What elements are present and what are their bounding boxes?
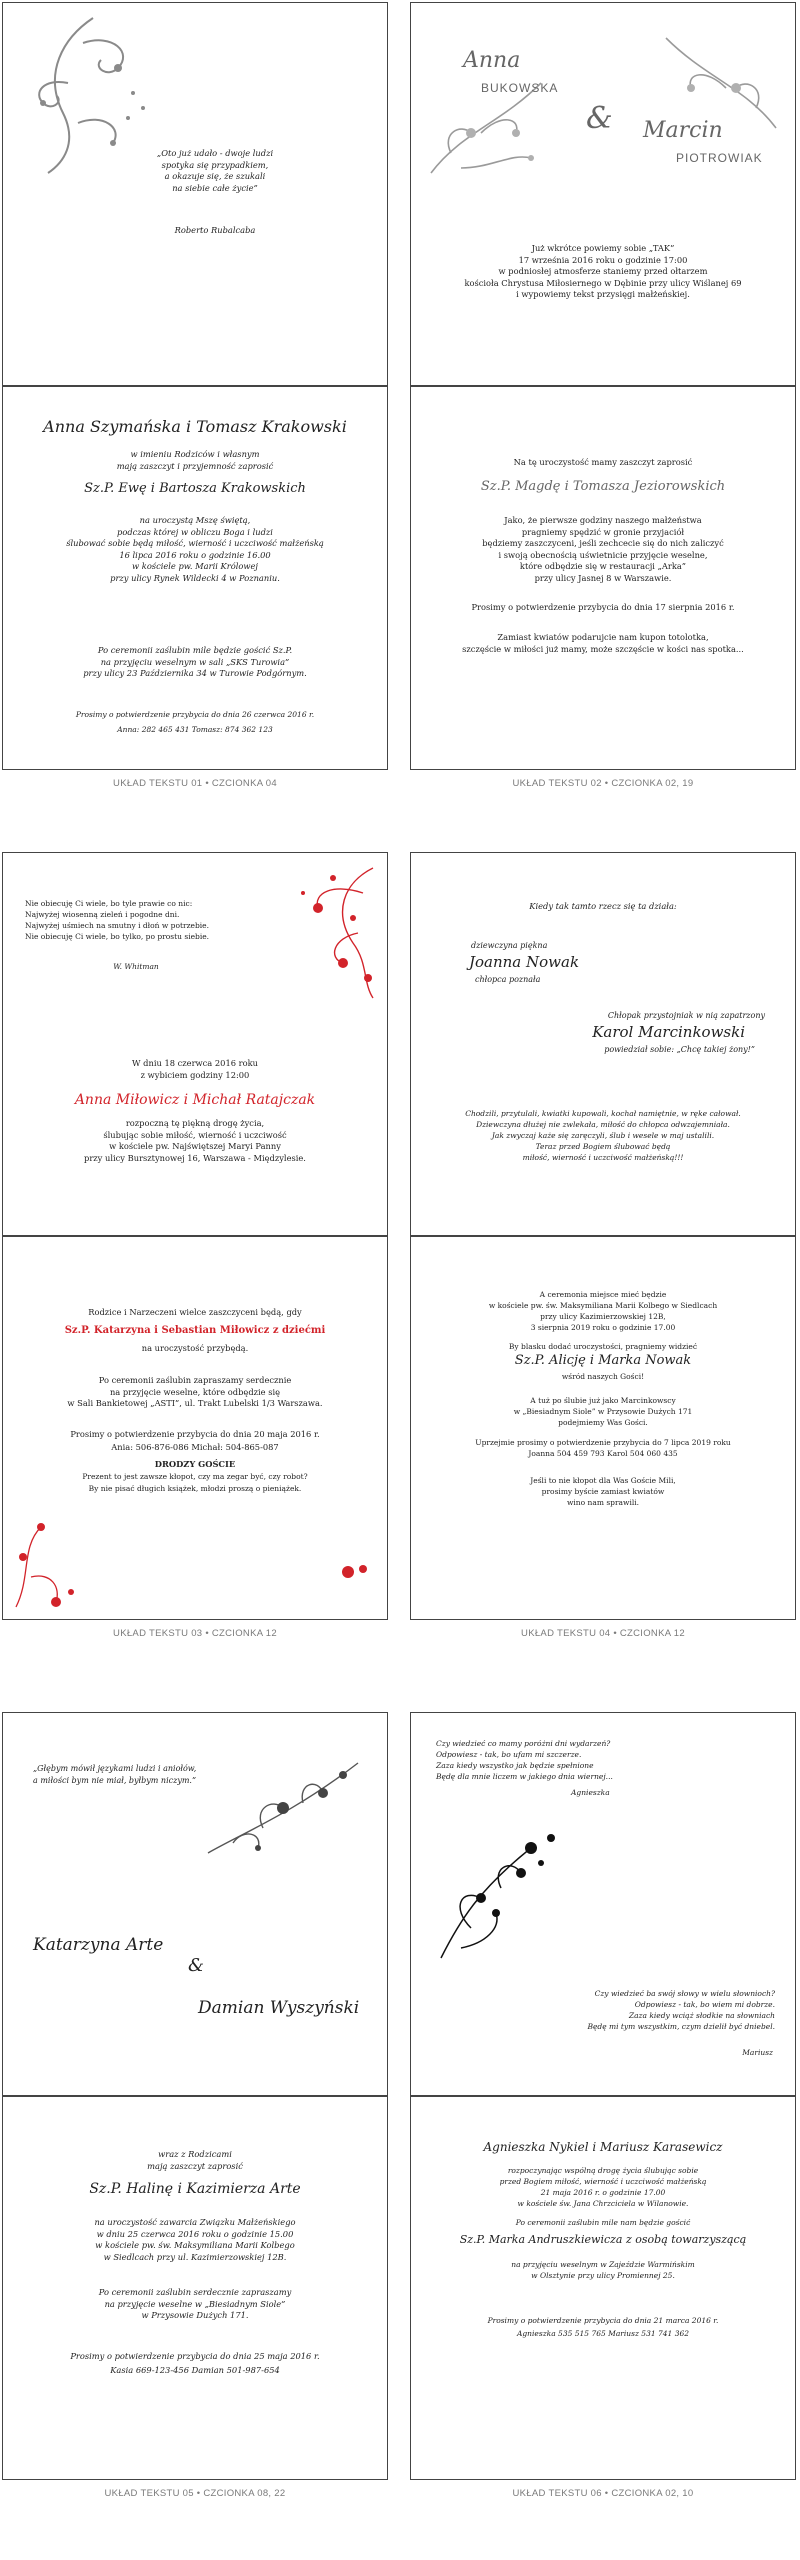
ceremony-details: na uroczystość zawarcia Związku Małżeńskiego w dniu 25 czerwca 2016 roku o godzinie 15.00 w kościele pw. św. Maksymiliana Marii Kolbego w Siedlcach przy ul. Kazimierzowskiej 12B. (94, 2217, 296, 2262)
cover-intro: Kiedy tak tamto rzecz się ta działa: (529, 901, 677, 911)
layout3-cover-card (2, 852, 388, 1236)
floral-branch-icon (203, 1753, 363, 1863)
cover-quote: Nie obiecuję Ci wiele, bo tyle prawie co nic: Najwyżej wiosenną zieleń i pogodne dni. Najwyżej uśmiech na smutny i dłoń w potrzebie. Nie obiecuję Ci wiele, bo tylko, po prostu siebie. (25, 899, 210, 941)
invite-line: na uroczystość przybędą. (141, 1343, 249, 1353)
guest-names: Sz.P. Katarzyna i Sebastian Miłowicz z dziećmi (64, 1325, 326, 1336)
groom-sub: powiedział sobie: „Chcę takiej żony!” (604, 1045, 755, 1054)
ampersand: & (586, 101, 613, 136)
layout6-inner-card (410, 2096, 796, 2480)
gift-note: Prezent to jest zawsze kłopot, czy ma zegar być, czy robot? By nie pisać długich książek, młodzi proszą o pieniążek. (82, 1472, 308, 1493)
gift-note: Jeśli to nie kłopot dla Was Goście Mili, prosimy byście zamiast kwiatów wino nam sprawili. (530, 1476, 676, 1507)
phone-numbers: Kasia 669-123-456 Damian 501-987-654 (110, 2365, 280, 2375)
rsvp-line: Prosimy o potwierdzenie przybycia do dnia 26 czerwca 2016 r. (75, 710, 315, 719)
rsvp-line: Uprzejmie prosimy o potwierdzenie przybycia do 7 lipca 2019 roku Joanna 504 459 793 Karol 504 060 435 (475, 1438, 731, 1458)
guest-names: Sz.P. Marka Andruszkiewicza z osobą towarzyszącą (459, 2233, 747, 2246)
cover-story: Chodzili, przytulali, kwiatki kupowali, kochał namiętnie, w ręke całował. Dziewczyna dłużej nie zwlekała, miłość do chłopca odwzajemniała. Jak zwyczaj każe się zaręczyli, ślub i wesele w maj ustalili. Teraz przed Bogiem ślubować będą miłość, wierność i uczciwość małżeńską!!! (465, 1109, 741, 1162)
black-floral-icon (431, 1808, 571, 1968)
layout2-inner-card (410, 386, 796, 770)
reception-details: na przyjęciu weselnym w Zajeździe Warmińskim w Olsztynie przy ulicy Promiennej 25. (511, 2260, 695, 2280)
couple-names: Anna Szymańska i Tomasz Krakowski (43, 417, 347, 436)
gift-note: Zamiast kwiatów podarujcie nam kupon totolotka, szczęście w miłości już mamy, może szczęście w kości nas spotka... (462, 632, 744, 654)
invite-intro: w imieniu Rodziców i własnym mają zaszczyt i przyjemność zaprosić (116, 449, 274, 471)
invite-line: By blasku dodać uroczystości, pragniemy widzieć (508, 1342, 698, 1351)
ceremony-details: rozpoczną tę piękną drogę życia, ślubując sobie miłość, wierność i uczciwość w kościele pw. Najświętszej Maryi Panny przy ulicy Bursztynowej 16, Warszawa - Międzylesie. (84, 1118, 306, 1163)
caption-layout1: UKŁAD TEKSTU 01 • CZCIONKA 04 (113, 778, 277, 789)
caption-layout5: UKŁAD TEKSTU 05 • CZCIONKA 08, 22 (104, 2488, 286, 2499)
reception-details: Po ceremonii zaślubin serdecznie zapraszamy na przyjęcie weselne w „Biesiadnym Siole” w Przysowie Dużych 171. (98, 2287, 292, 2320)
rsvp-line: Prosimy o potwierdzenie przybycia do dnia 21 marca 2016 r. (487, 2316, 719, 2325)
reception-details: Po ceremonii zaślubin mile będzie gościć Sz.P. na przyjęciu weselnym w sali „SKS Turowia” przy ulicy 23 Października 34 w Turowie Podgórnym. (83, 645, 307, 678)
groom-last-name: PIOTROWIAK (676, 151, 763, 165)
guests-heading: DRODZY GOŚCIE (154, 1459, 236, 1469)
ceremony-details: na uroczystą Mszę świętą, podczas której w obliczu Boga i ludzi ślubować sobie będą miłość, wierność i uczciwość małżeńską 16 lipca 2016 roku o godzinie 16.00 w kościele pw. Marii Królowej przy ulicy Rynek Wildecki 4 w Poznaniu. (66, 515, 324, 583)
groom-name: Karol Marcinkowski (592, 1023, 745, 1041)
layout2-cover-card (410, 2, 796, 386)
caption-layout3: UKŁAD TEKSTU 03 • CZCIONKA 12 (113, 1628, 277, 1639)
ceremony-date: W dniu 18 czerwca 2016 roku z wybiciem godziny 12:00 (132, 1058, 258, 1080)
caption-layout6: UKŁAD TEKSTU 06 • CZCIONKA 02, 10 (512, 2488, 694, 2499)
phone-numbers: Agnieszka 535 515 765 Mariusz 531 741 362 (516, 2329, 690, 2338)
bride-first-name: Anna (463, 48, 521, 73)
red-floral-corner-icon (273, 863, 383, 1003)
cover-quote-author: Roberto Rubalcaba (174, 225, 256, 235)
invite-line: Po ceremonii zaślubin mile nam będzie gościć (515, 2218, 691, 2227)
couple-names: Agnieszka Nykiel i Mariusz Karasewicz (483, 2140, 723, 2154)
groom-name: Damian Wyszyński (198, 1998, 360, 2018)
bride-last-name: BUKOWSKA (481, 81, 559, 95)
layout6-cover-card (410, 1712, 796, 2096)
phone-numbers: Anna: 282 465 431 Tomasz: 874 362 123 (117, 725, 273, 734)
layout4-inner-card (410, 1236, 796, 1620)
layout3-inner-card (2, 1236, 388, 1620)
red-floral-bottom-left-icon (11, 1517, 101, 1612)
bride-name: Katarzyna Arte (33, 1935, 164, 1955)
reception-details: A tuż po ślubie już jako Marcinkowscy w „Biesiadnym Siole” w Przysowie Dużych 171 podejmiemy Was Gości. (513, 1396, 693, 1427)
cover-quote-2-author: Mariusz (742, 2048, 773, 2057)
ceremony-details: A ceremonia miejsce mieć będzie w kościele pw. św. Maksymiliana Marii Kolbego w Siedlcach przy ulicy Kazimierzowskiej 12B, 3 sierpnia 2019 roku o godzinie 17.00 (488, 1290, 718, 1332)
guest-names: Sz.P. Ewę i Bartosza Krakowskich (84, 481, 306, 496)
layout5-cover-card (2, 1712, 388, 2096)
cover-quote: „Oto już udało - dwoje ludzi spotyka się przypadkiem, a okazuje się, że szukali na siebie całe życie” (156, 148, 274, 193)
guest-names: Sz.P. Magdę i Tomasza Jeziorowskich (480, 479, 726, 494)
invite-intro: Na tę uroczystość mamy zaszczyt zaprosić (513, 457, 693, 467)
cover-quote-1-author: Agnieszka (571, 1788, 610, 1797)
rsvp-line: Prosimy o potwierdzenie przybycia do dnia 17 sierpnia 2016 r. (471, 602, 735, 612)
layout1-inner-card (2, 386, 388, 770)
guest-names: Sz.P. Halinę i Kazimierza Arte (89, 2181, 301, 2197)
couple-names: Anna Miłowicz i Michał Ratajczak (74, 1092, 316, 1108)
bride-sub: chłopca poznała (475, 975, 541, 984)
invite-intro: Rodzice i Narzeczeni wielce zaszczyceni będą, gdy (88, 1307, 302, 1317)
phone-numbers: Ania: 506-876-086 Michał: 504-865-087 (111, 1442, 279, 1452)
reception-details: Jako, że pierwsze godziny naszego małżeństwa pragniemy spędzić w gronie przyjaciół będziemy zaszczyceni, jeśli zechcecie się do nich zaliczyć i swoją obecnością uświetnicie przyjęcie weselne, które odbędzie się w restauracji „Arka” przy ulicy Jasnej 8 w Warszawie. (482, 515, 724, 583)
bride-label: dziewczyna piękna (471, 941, 548, 950)
bride-name: Joanna Nowak (469, 953, 580, 971)
ampersand: & (188, 1955, 205, 1976)
guest-names: Sz.P. Alicję i Marka Nowak (514, 1353, 692, 1368)
caption-layout2: UKŁAD TEKSTU 02 • CZCIONKA 02, 19 (512, 778, 694, 789)
layout4-cover-card (410, 852, 796, 1236)
cover-quote-2: Czy wiedzieć ba swój słowy w wielu słownioch? Odpowiesz - tak, bo wiem mi dobrze. Zaza kiedy wciąż słodkie na słowniach Będę mi tym wszystkim, czym dzielił być dniebel. (587, 1989, 775, 2031)
layout5-inner-card (2, 2096, 388, 2480)
red-flower-small-icon (333, 1557, 373, 1587)
reception-details: Po ceremonii zaślubin zapraszamy serdecznie na przyjęcie weselne, które odbędzie się w Sali Bankietowej „ASTI”, ul. Trakt Lubelski 1/3 Warszawa. (67, 1375, 323, 1408)
cover-quote-author: W. Whitman (113, 962, 159, 971)
cover-quote-1: Czy wiedzieć co mamy poróżni dni wydarzeń? Odpowiesz - tak, bo ufam mi szczerze. Zaza kiedy wszystko jak będzie spełnione Będę dla mnie liczem w jakiego dnia wiernej... (436, 1739, 613, 1781)
invite-line-2: wśród naszych Gości! (561, 1372, 645, 1381)
cover-quote: „Głębym mówił językami ludzi i aniołów, a miłości bym nie miał, byłbym niczym.” (33, 1764, 197, 1785)
invite-intro: wraz z Rodzicami mają zaszczyt zaprosić (147, 2149, 243, 2171)
ceremony-details: rozpoczynając wspólną drogę życia ślubując sobie przed Bogiem miłość, wierność i uczciwość małżeńską 21 maja 2016 r. o godzinie 17.00 w kościele św. Jana Chrzciciela w Wilanowie. (499, 2166, 707, 2208)
cover-announcement: Już wkrótce powiemy sobie „TAK” 17 września 2016 roku o godzinie 17:00 w podniosłej atmosferze staniemy przed ołtarzem kościoła Chrystusa Miłosiernego w Dębinie przy ulicy Wiślanej 69 i wypowiemy tekst przysięgi małżeńskiej. (464, 243, 742, 299)
caption-layout4: UKŁAD TEKSTU 04 • CZCIONKA 12 (521, 1628, 685, 1639)
rsvp-line: Prosimy o potwierdzenie przybycia do dnia 25 maja 2016 r. (70, 2351, 320, 2361)
layout1-cover-card (2, 2, 388, 386)
rsvp-line: Prosimy o potwierdzenie przybycia do dnia 20 maja 2016 r. (70, 1429, 320, 1439)
groom-first-name: Marcin (643, 118, 723, 143)
groom-label: Chłopak przystojniak w nią zapatrzony (607, 1011, 765, 1020)
